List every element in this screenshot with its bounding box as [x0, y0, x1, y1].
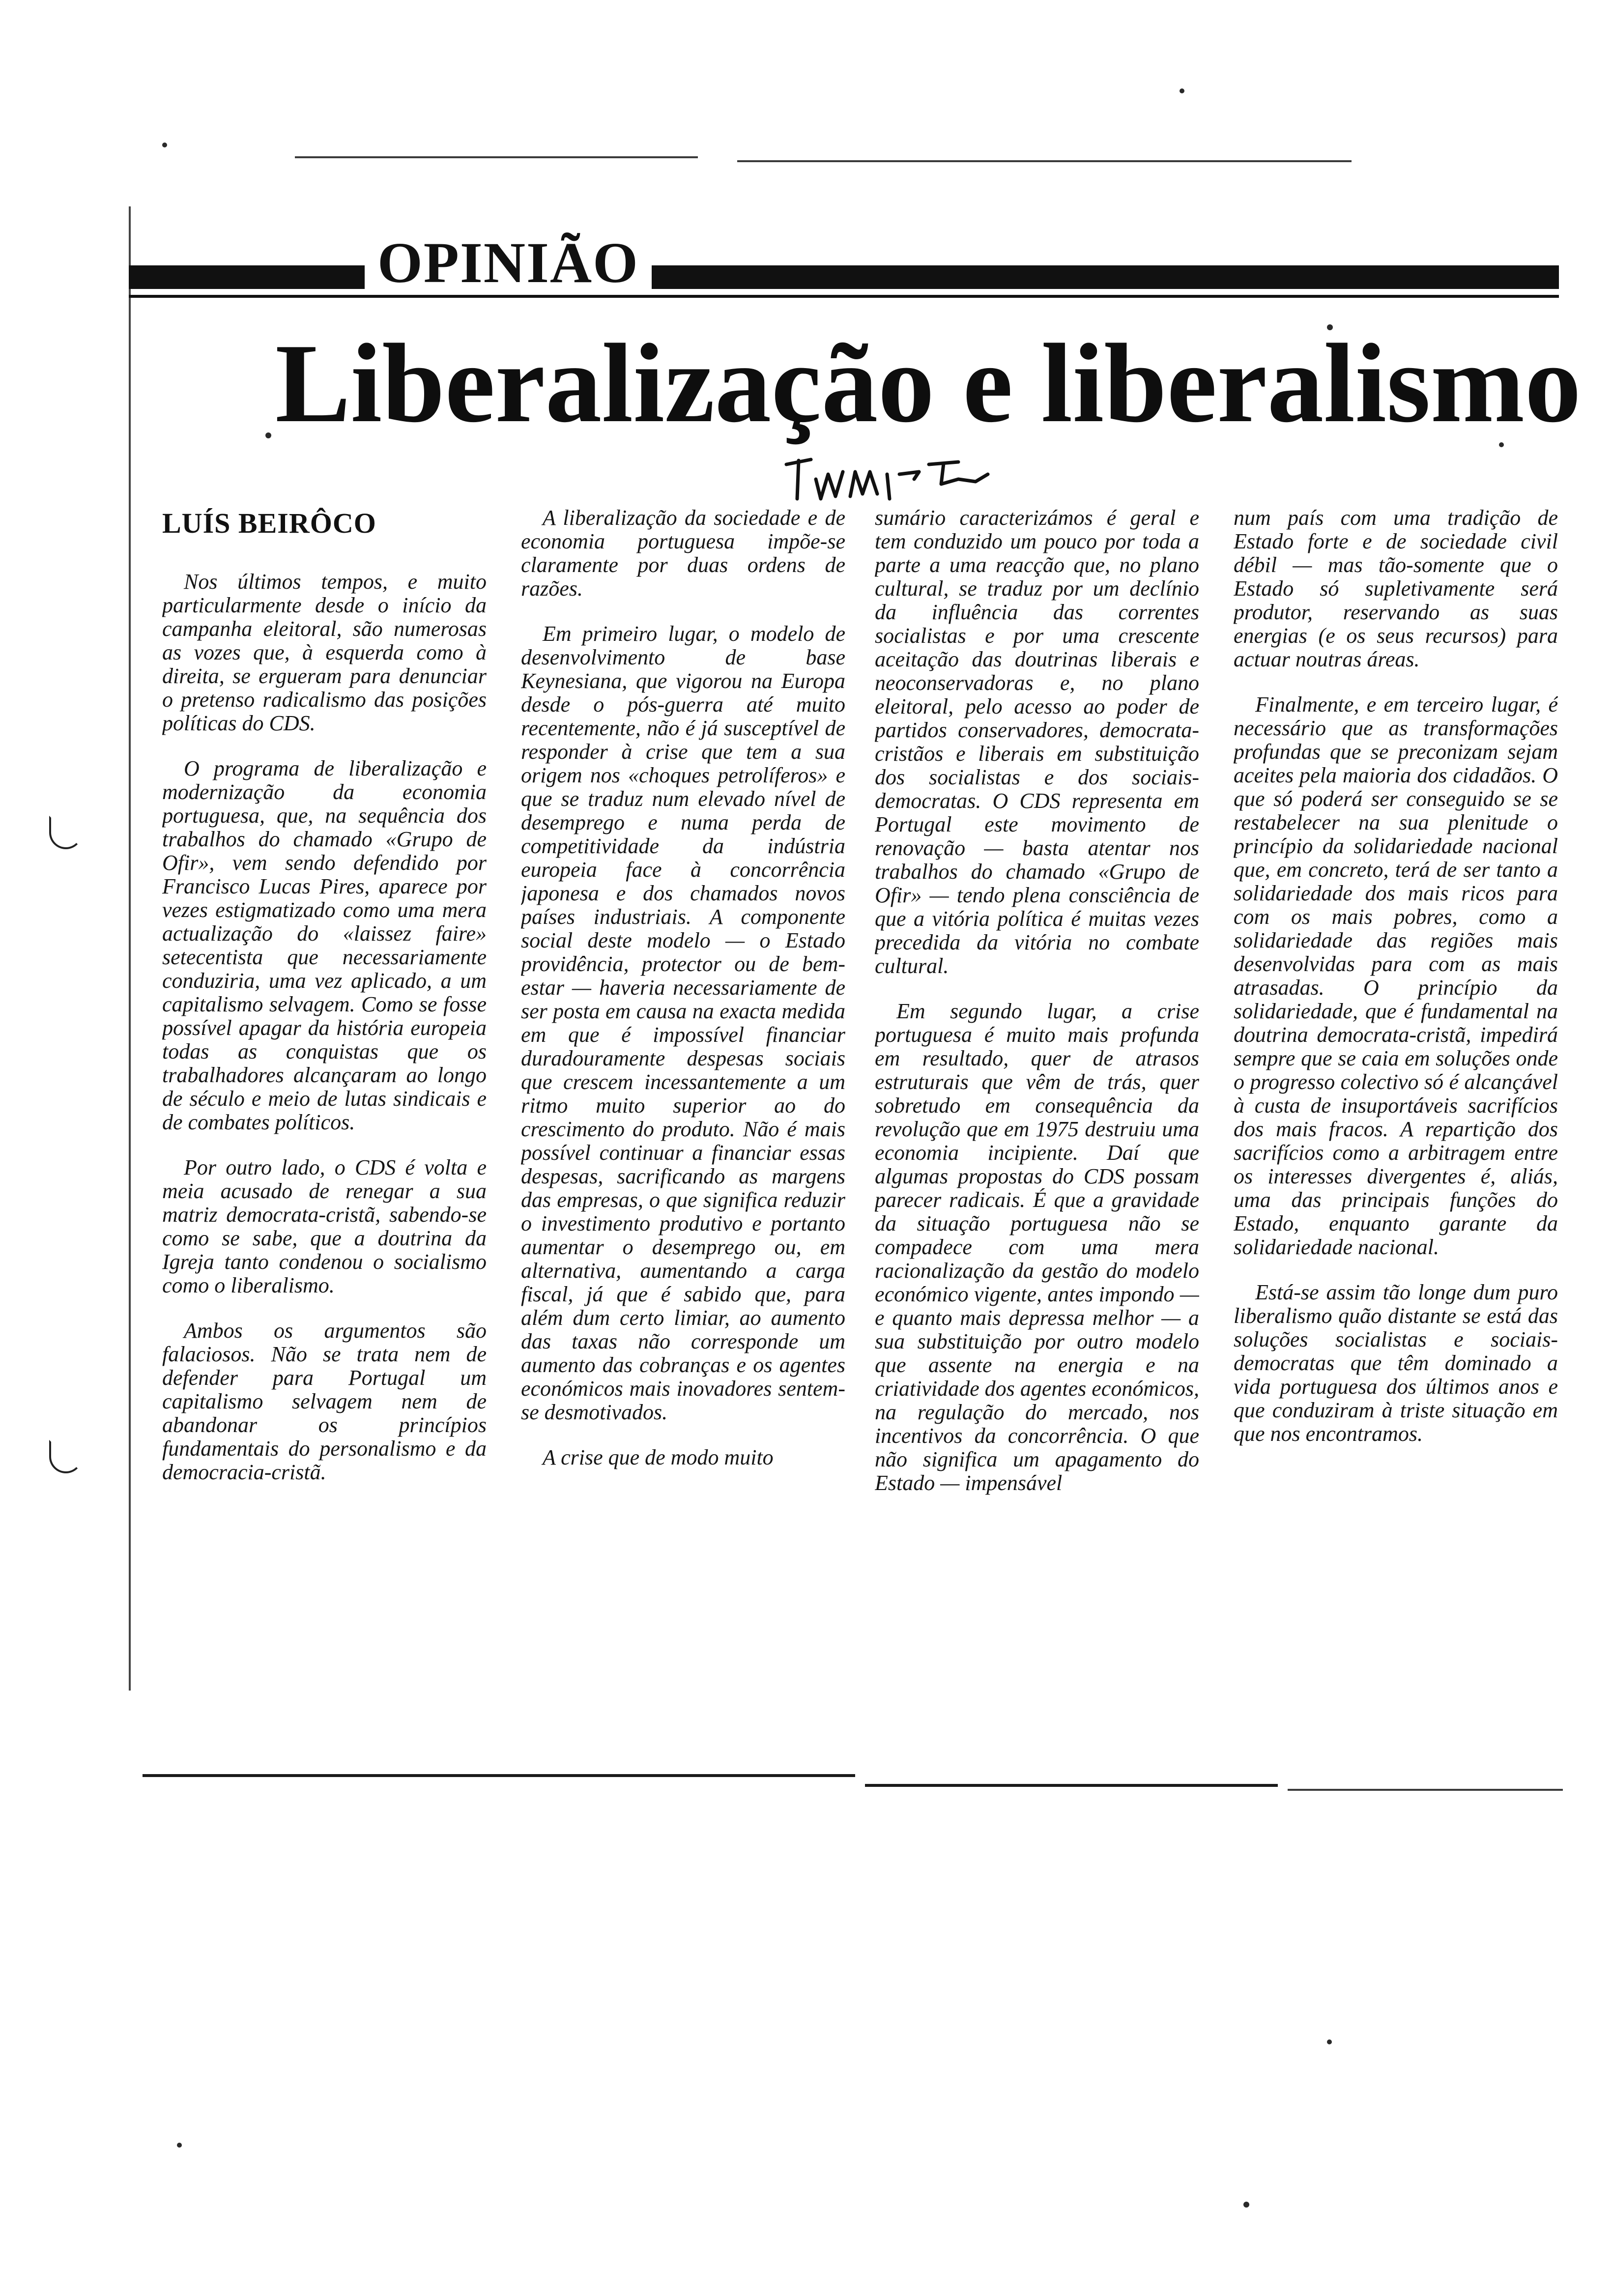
scan-speck: [1180, 88, 1184, 93]
scan-noise: [295, 156, 698, 158]
article-body: [162, 506, 1563, 1764]
paragraph: A liberalização da sociedade e de economia portuguesa impõe-se claramente por duas ordens de razões.: [521, 506, 845, 601]
paragraph: Está-se assim tão longe dum puro liberalismo quão distante se está das soluções socialistas e sociais-democratas que têm dominado a vida portuguesa dos últimos anos e que conduziram à triste situação em que nos encontramos.: [1234, 1280, 1558, 1446]
article-column-4: [1234, 506, 1558, 1764]
scan-speck: [1243, 2202, 1249, 2208]
section-header: [129, 231, 1559, 305]
article-column-1: [162, 506, 487, 1764]
scan-speck: [162, 143, 167, 147]
article-column-2: [521, 506, 845, 1764]
paragraph: sumário caracterizámos é geral e tem conduzido um pouco por toda a parte a uma reacção que, no plano cultural, se traduz por um declínio da influência das correntes socialistas e por uma crescente aceitação das doutrinas liberais e neoconservadoras e, no plano eleitoral, pelo acesso ao poder de partidos conservadores, democrata-cristãos e liberais em substituição dos socialistas e dos sociais-democratas. O CDS representa em Portugal este movimento de renovação — basta atentar nos trabalhos do chamado «Grupo de Ofir» — tendo plena consciência de que a vitória política é muitas vezes precedida da vitória no combate cultural.: [875, 506, 1199, 978]
paragraph: Em primeiro lugar, o modelo de desenvolvimento de base Keynesiana, que vigorou na Europa desde o pós-guerra até muito recentemente, não é já susceptível de responder à crise que tem a sua origem nos «choques petrolíferos» e que se traduz num elevado nível de desemprego e numa perda de competitividade da indústria europeia face à concorrência japonesa e dos chamados novos países industriais. A componente social deste modelo — o Estado providência, protector ou de bem-estar — haveria necessariamente de ser posta em causa na exacta medida em que é impossível financiar duradouramente despesas sociais que crescem incessantemente a um ritmo muito superior ao do crescimento do produto. Não é mais possível continuar a financiar essas despesas, sacrificando as margens das empresas, o que significa reduzir o investimento produtivo e portanto aumentar o desemprego ou, em alternativa, aumentando a carga fiscal, já que é sabido que, para além dum certo limiar, ao aumento das taxas não corresponde um aumento das cobranças e os agentes económicos mais inovadores sentem-se desmotivados.: [521, 622, 845, 1424]
paragraph: Por outro lado, o CDS é volta e meia acusado de renegar a sua matriz democrata-cristã, sabendo-se como se sabe, que a doutrina da Igreja tanto condenou o socialismo como o liberalismo.: [162, 1155, 487, 1297]
paragraph: Finalmente, e em terceiro lugar, é necessário que as transformações profundas que se preconizam sejam aceites pela maioria dos cidadãos. O que só poderá ser conseguido se se restabelecer na sua plenitude o princípio da solidariedade nacional que, em concreto, terá de ser tanto a solidariedade dos mais ricos para com os mais pobres, como a solidariedade das regiões mais desenvolvidas para com as mais atrasadas. O princípio da solidariedade, que é fundamental na doutrina democrata-cristã, impedirá sempre que se caia em soluções onde o progresso colectivo só é alcançável à custa de insuportáveis sacrifícios dos mais fracos. A repartição dos sacrifícios como a arbitragem entre os interesses divergentes é, aliás, uma das principais funções do Estado, enquanto garante da solidariedade nacional.: [1234, 692, 1558, 1259]
scan-speck: [177, 2143, 182, 2148]
scan-mark: [49, 816, 83, 849]
clipping-edge: [143, 1774, 855, 1777]
scan-mark: [49, 1440, 83, 1473]
article-column-3: [875, 506, 1199, 1764]
paragraph: num país com uma tradição de Estado forte e de sociedade civil débil — mas tão-somente que o Estado só supletivamente será produtor, reservando as suas energias (e os seus recursos) para actuar noutras áreas.: [1234, 506, 1558, 671]
paragraph: Ambos os argumentos são falaciosos. Não se trata nem de defender para Portugal um capitalismo selvagem nem de abandonar os princípios fundamentais do personalismo e da democracia-cristã.: [162, 1319, 487, 1484]
section-label: OPINIÃO: [365, 231, 652, 295]
scan-speck: [265, 432, 271, 438]
paragraph: O programa de liberalização e modernização da economia portuguesa, que, na sequência dos trabalhos do chamado «Grupo de Ofir», vem sendo defendido por Francisco Lucas Pires, aparece por vezes estigmatizado como uma mera actualização do «laissez faire» setecentista que necessariamente conduziria, uma vez aplicado, a um capitalismo selvagem. Como se fosse possível apagar da história europeia todas as conquistas que os trabalhadores alcançaram ao longo de século e meio de lutas sindicais e de combates políticos.: [162, 756, 487, 1134]
clipping-edge: [865, 1784, 1278, 1787]
scan-speck: [1327, 2039, 1332, 2044]
header-rule: [129, 295, 1559, 298]
author-byline: LUÍS BEIRÔCO: [162, 507, 376, 539]
header-rule: [129, 265, 1559, 289]
paragraph: A crise que de modo muito: [543, 1445, 774, 1469]
headline: Liberalização e liberalismo: [275, 320, 1582, 446]
scan-edge: [129, 206, 131, 1691]
scan-noise: [1288, 1789, 1563, 1791]
paragraph: Nos últimos tempos, e muito particularmente desde o início da campanha eleitoral, são numerosas as vozes que, à esquerda como à direita, se ergueram para denunciar o pretenso radicalismo das posições políticas do CDS.: [162, 570, 487, 735]
paragraph: Em segundo lugar, a crise portuguesa é muito mais profunda em resultado, quer de atrasos estruturais que vêm de trás, quer sobretudo em consequência da revolução que em 1975 destruiu uma economia incipiente. Daí que algumas propostas do CDS possam parecer radicais. É que a gravidade da situação portuguesa não se compadece com uma mera racionalização da gestão do modelo económico vigente, antes impondo — e quanto mais depressa melhor — a sua substituição por outro modelo que assente na energia e na criatividade dos agentes económicos, na regulação do mercado, nos incentivos da concorrência. O que não significa um apagamento do Estado — impensável: [875, 999, 1199, 1495]
handwritten-annotation: [781, 445, 1037, 509]
scan-noise: [737, 160, 1352, 162]
